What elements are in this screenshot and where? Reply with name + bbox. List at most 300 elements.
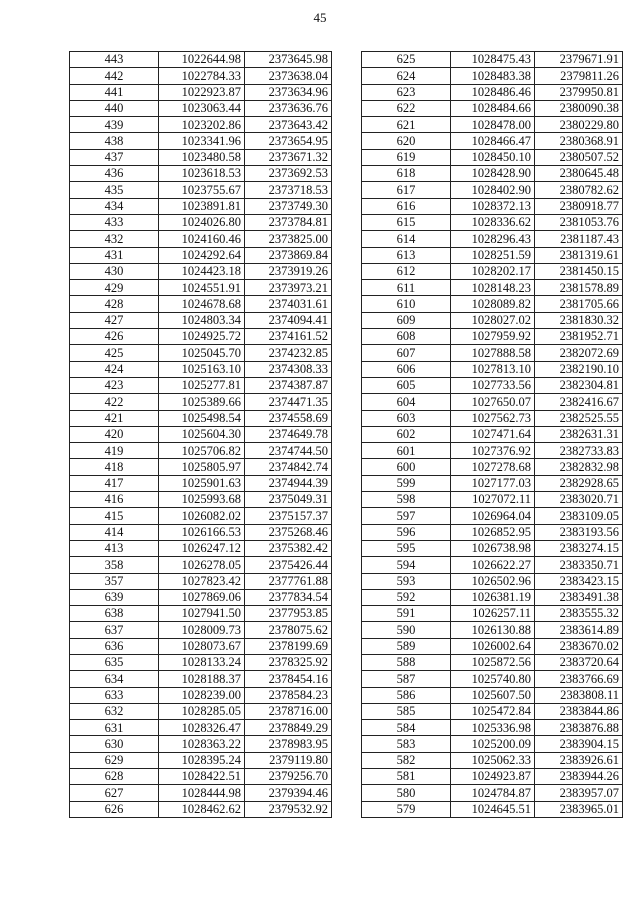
point-number-cell: 614 [362,231,451,247]
table-row [70,801,332,817]
point-number-cell: 424 [70,361,159,377]
x-coordinate-cell: 1028486.46 [451,84,535,100]
y-coordinate-cell: 2373825.00 [245,231,332,247]
table-row [70,752,332,768]
point-number-cell: 416 [70,492,159,508]
table-row [362,149,623,165]
y-coordinate-cell: 2375157.37 [245,508,332,524]
x-coordinate-cell: 1023063.44 [159,100,245,116]
y-coordinate-cell: 2383614.89 [535,622,623,638]
table-row [70,785,332,801]
point-number-cell: 630 [70,736,159,752]
x-coordinate-cell: 1027376.92 [451,443,535,459]
table-row [70,361,332,377]
point-number-cell: 622 [362,100,451,116]
point-number-cell: 597 [362,508,451,524]
point-number-cell: 624 [362,68,451,84]
y-coordinate-cell: 2379532.92 [245,801,332,817]
x-coordinate-cell: 1028475.43 [451,52,535,68]
table-row [70,182,332,198]
table-row [362,68,623,84]
y-coordinate-cell: 2381319.61 [535,247,623,263]
point-number-cell: 635 [70,654,159,670]
y-coordinate-cell: 2383274.15 [535,540,623,556]
x-coordinate-cell: 1027072.11 [451,492,535,508]
y-coordinate-cell: 2373869.84 [245,247,332,263]
point-number-cell: 634 [70,671,159,687]
y-coordinate-cell: 2373671.32 [245,149,332,165]
y-coordinate-cell: 2383020.71 [535,492,623,508]
x-coordinate-cell: 1027941.50 [159,606,245,622]
x-coordinate-cell: 1022923.87 [159,84,245,100]
x-coordinate-cell: 1028239.00 [159,687,245,703]
point-number-cell: 420 [70,426,159,442]
table-body-left [70,52,332,818]
x-coordinate-cell: 1028089.82 [451,296,535,312]
x-coordinate-cell: 1028296.43 [451,231,535,247]
table-row [362,589,623,605]
table-row [362,622,623,638]
table-row [70,524,332,540]
table-row [362,263,623,279]
point-number-cell: 632 [70,703,159,719]
x-coordinate-cell: 1025901.63 [159,475,245,491]
table-row [70,426,332,442]
x-coordinate-cell: 1027823.42 [159,573,245,589]
x-coordinate-cell: 1025389.66 [159,394,245,410]
table-row [70,475,332,491]
table-row [70,166,332,182]
x-coordinate-cell: 1028478.00 [451,117,535,133]
table-body-right [362,52,623,818]
x-coordinate-cell: 1024645.51 [451,801,535,817]
y-coordinate-cell: 2373636.76 [245,100,332,116]
y-coordinate-cell: 2373718.53 [245,182,332,198]
y-coordinate-cell: 2380090.38 [535,100,623,116]
point-number-cell: 633 [70,687,159,703]
x-coordinate-cell: 1024160.46 [159,231,245,247]
table-row [362,671,623,687]
point-number-cell: 591 [362,606,451,622]
x-coordinate-cell: 1028073.67 [159,638,245,654]
table-row [70,492,332,508]
y-coordinate-cell: 2383944.26 [535,769,623,785]
point-number-cell: 639 [70,589,159,605]
y-coordinate-cell: 2383670.02 [535,638,623,654]
table-row [362,394,623,410]
table-row [70,508,332,524]
point-number-cell: 600 [362,459,451,475]
x-coordinate-cell: 1025805.97 [159,459,245,475]
y-coordinate-cell: 2378325.92 [245,654,332,670]
point-number-cell: 623 [362,84,451,100]
table-row [70,769,332,785]
x-coordinate-cell: 1025872.56 [451,654,535,670]
table-row [70,263,332,279]
y-coordinate-cell: 2381952.71 [535,329,623,345]
point-number-cell: 432 [70,231,159,247]
x-coordinate-cell: 1025163.10 [159,361,245,377]
table-row [70,149,332,165]
x-coordinate-cell: 1026166.53 [159,524,245,540]
x-coordinate-cell: 1028466.47 [451,133,535,149]
x-coordinate-cell: 1028428.90 [451,166,535,182]
point-number-cell: 631 [70,720,159,736]
y-coordinate-cell: 2381053.76 [535,214,623,230]
table-row [70,573,332,589]
table-row [70,557,332,573]
y-coordinate-cell: 2379950.81 [535,84,623,100]
x-coordinate-cell: 1025062.33 [451,752,535,768]
table-row [362,231,623,247]
point-number-cell: 417 [70,475,159,491]
table-row [70,443,332,459]
table-row [362,654,623,670]
x-coordinate-cell: 1024026.80 [159,214,245,230]
point-number-cell: 439 [70,117,159,133]
table-row [70,638,332,654]
table-row [362,133,623,149]
y-coordinate-cell: 2383423.15 [535,573,623,589]
x-coordinate-cell: 1025740.80 [451,671,535,687]
x-coordinate-cell: 1023480.58 [159,149,245,165]
table-row [362,736,623,752]
table-row [70,459,332,475]
y-coordinate-cell: 2378075.62 [245,622,332,638]
y-coordinate-cell: 2382928.65 [535,475,623,491]
table-row [70,117,332,133]
point-number-cell: 434 [70,198,159,214]
y-coordinate-cell: 2380368.91 [535,133,623,149]
x-coordinate-cell: 1028251.59 [451,247,535,263]
x-coordinate-cell: 1026852.95 [451,524,535,540]
table-row [362,573,623,589]
y-coordinate-cell: 2373643.42 [245,117,332,133]
y-coordinate-cell: 2382304.81 [535,377,623,393]
table-row [70,410,332,426]
table-row [362,361,623,377]
table-row [70,84,332,100]
x-coordinate-cell: 1025607.50 [451,687,535,703]
table-row [362,166,623,182]
table-row [70,312,332,328]
table-row [70,214,332,230]
table-row [362,459,623,475]
point-number-cell: 442 [70,68,159,84]
point-number-cell: 358 [70,557,159,573]
point-number-cell: 579 [362,801,451,817]
point-number-cell: 433 [70,214,159,230]
y-coordinate-cell: 2374094.41 [245,312,332,328]
x-coordinate-cell: 1024423.18 [159,263,245,279]
table-row [362,524,623,540]
page-number: 45 [313,10,327,25]
point-number-cell: 419 [70,443,159,459]
point-number-cell: 585 [362,703,451,719]
table-row [362,557,623,573]
y-coordinate-cell: 2374471.35 [245,394,332,410]
y-coordinate-cell: 2383555.32 [535,606,623,622]
y-coordinate-cell: 2373638.04 [245,68,332,84]
y-coordinate-cell: 2383808.11 [535,687,623,703]
point-number-cell: 423 [70,377,159,393]
point-number-cell: 617 [362,182,451,198]
y-coordinate-cell: 2379119.80 [245,752,332,768]
point-number-cell: 426 [70,329,159,345]
y-coordinate-cell: 2380782.62 [535,182,623,198]
table-row [362,687,623,703]
x-coordinate-cell: 1028402.90 [451,182,535,198]
x-coordinate-cell: 1024292.64 [159,247,245,263]
table-row [70,133,332,149]
point-number-cell: 607 [362,345,451,361]
x-coordinate-cell: 1026247.12 [159,540,245,556]
y-coordinate-cell: 2377834.54 [245,589,332,605]
x-coordinate-cell: 1027562.73 [451,410,535,426]
point-number-cell: 435 [70,182,159,198]
point-number-cell: 608 [362,329,451,345]
x-coordinate-cell: 1025336.98 [451,720,535,736]
table-row [70,377,332,393]
x-coordinate-cell: 1028009.73 [159,622,245,638]
point-number-cell: 638 [70,606,159,622]
table-row [70,540,332,556]
point-number-cell: 629 [70,752,159,768]
point-number-cell: 415 [70,508,159,524]
y-coordinate-cell: 2383957.07 [535,785,623,801]
point-number-cell: 429 [70,280,159,296]
x-coordinate-cell: 1026964.04 [451,508,535,524]
table-row [362,329,623,345]
table-row [362,52,623,68]
x-coordinate-cell: 1025277.81 [159,377,245,393]
point-number-cell: 601 [362,443,451,459]
x-coordinate-cell: 1028027.02 [451,312,535,328]
y-coordinate-cell: 2374744.50 [245,443,332,459]
x-coordinate-cell: 1025472.84 [451,703,535,719]
x-coordinate-cell: 1026130.88 [451,622,535,638]
y-coordinate-cell: 2373654.95 [245,133,332,149]
x-coordinate-cell: 1022784.33 [159,68,245,84]
y-coordinate-cell: 2377761.88 [245,573,332,589]
x-coordinate-cell: 1028450.10 [451,149,535,165]
point-number-cell: 604 [362,394,451,410]
y-coordinate-cell: 2383350.71 [535,557,623,573]
y-coordinate-cell: 2381450.15 [535,263,623,279]
y-coordinate-cell: 2383844.86 [535,703,623,719]
point-number-cell: 418 [70,459,159,475]
table-row [70,280,332,296]
x-coordinate-cell: 1027813.10 [451,361,535,377]
y-coordinate-cell: 2374842.74 [245,459,332,475]
x-coordinate-cell: 1023618.53 [159,166,245,182]
point-number-cell: 588 [362,654,451,670]
y-coordinate-cell: 2382416.67 [535,394,623,410]
x-coordinate-cell: 1028188.37 [159,671,245,687]
table-row [362,100,623,116]
y-coordinate-cell: 2383491.38 [535,589,623,605]
point-number-cell: 414 [70,524,159,540]
x-coordinate-cell: 1028372.13 [451,198,535,214]
table-row [70,606,332,622]
point-number-cell: 428 [70,296,159,312]
y-coordinate-cell: 2382072.69 [535,345,623,361]
x-coordinate-cell: 1028444.98 [159,785,245,801]
table-row [70,703,332,719]
table-row [362,280,623,296]
point-number-cell: 606 [362,361,451,377]
point-number-cell: 580 [362,785,451,801]
point-number-cell: 583 [362,736,451,752]
table-row [362,214,623,230]
y-coordinate-cell: 2381187.43 [535,231,623,247]
point-number-cell: 621 [362,117,451,133]
point-number-cell: 618 [362,166,451,182]
x-coordinate-cell: 1027177.03 [451,475,535,491]
point-number-cell: 625 [362,52,451,68]
y-coordinate-cell: 2379671.91 [535,52,623,68]
y-coordinate-cell: 2378454.16 [245,671,332,687]
y-coordinate-cell: 2382525.55 [535,410,623,426]
x-coordinate-cell: 1024678.68 [159,296,245,312]
table-row [362,247,623,263]
y-coordinate-cell: 2383965.01 [535,801,623,817]
x-coordinate-cell: 1028422.51 [159,769,245,785]
y-coordinate-cell: 2373645.98 [245,52,332,68]
point-number-cell: 431 [70,247,159,263]
point-number-cell: 627 [70,785,159,801]
table-row [362,426,623,442]
table-row [362,377,623,393]
table-row [362,475,623,491]
x-coordinate-cell: 1027733.56 [451,377,535,393]
table-row [362,84,623,100]
y-coordinate-cell: 2375268.46 [245,524,332,540]
y-coordinate-cell: 2379811.26 [535,68,623,84]
point-number-cell: 586 [362,687,451,703]
point-number-cell: 427 [70,312,159,328]
x-coordinate-cell: 1025993.68 [159,492,245,508]
y-coordinate-cell: 2373634.96 [245,84,332,100]
y-coordinate-cell: 2375049.31 [245,492,332,508]
y-coordinate-cell: 2375382.42 [245,540,332,556]
y-coordinate-cell: 2373749.30 [245,198,332,214]
table-row [362,443,623,459]
y-coordinate-cell: 2383904.15 [535,736,623,752]
table-row [362,312,623,328]
point-number-cell: 636 [70,638,159,654]
point-number-cell: 603 [362,410,451,426]
x-coordinate-cell: 1027278.68 [451,459,535,475]
point-number-cell: 637 [70,622,159,638]
table-row [70,394,332,410]
y-coordinate-cell: 2374649.78 [245,426,332,442]
point-number-cell: 421 [70,410,159,426]
x-coordinate-cell: 1026278.05 [159,557,245,573]
point-number-cell: 438 [70,133,159,149]
point-number-cell: 357 [70,573,159,589]
x-coordinate-cell: 1027959.92 [451,329,535,345]
y-coordinate-cell: 2377953.85 [245,606,332,622]
x-coordinate-cell: 1022644.98 [159,52,245,68]
table-row [70,231,332,247]
x-coordinate-cell: 1026738.98 [451,540,535,556]
x-coordinate-cell: 1026082.02 [159,508,245,524]
y-coordinate-cell: 2379394.46 [245,785,332,801]
y-coordinate-cell: 2373784.81 [245,214,332,230]
x-coordinate-cell: 1023755.67 [159,182,245,198]
point-number-cell: 620 [362,133,451,149]
point-number-cell: 596 [362,524,451,540]
point-number-cell: 626 [70,801,159,817]
point-number-cell: 619 [362,149,451,165]
y-coordinate-cell: 2379256.70 [245,769,332,785]
y-coordinate-cell: 2383720.64 [535,654,623,670]
point-number-cell: 592 [362,589,451,605]
point-number-cell: 616 [362,198,451,214]
point-number-cell: 425 [70,345,159,361]
coordinates-table-left [69,51,332,818]
x-coordinate-cell: 1024803.34 [159,312,245,328]
table-row [70,720,332,736]
y-coordinate-cell: 2381830.32 [535,312,623,328]
point-number-cell: 581 [362,769,451,785]
x-coordinate-cell: 1023891.81 [159,198,245,214]
x-coordinate-cell: 1028462.62 [159,801,245,817]
x-coordinate-cell: 1027869.06 [159,589,245,605]
x-coordinate-cell: 1026502.96 [451,573,535,589]
point-number-cell: 610 [362,296,451,312]
point-number-cell: 430 [70,263,159,279]
y-coordinate-cell: 2381578.89 [535,280,623,296]
x-coordinate-cell: 1023341.96 [159,133,245,149]
point-number-cell: 413 [70,540,159,556]
table-row [70,296,332,312]
x-coordinate-cell: 1024923.87 [451,769,535,785]
y-coordinate-cell: 2382832.98 [535,459,623,475]
x-coordinate-cell: 1028202.17 [451,263,535,279]
x-coordinate-cell: 1028326.47 [159,720,245,736]
y-coordinate-cell: 2378983.95 [245,736,332,752]
point-number-cell: 594 [362,557,451,573]
table-row [70,52,332,68]
y-coordinate-cell: 2378584.23 [245,687,332,703]
y-coordinate-cell: 2383193.56 [535,524,623,540]
table-row [362,410,623,426]
x-coordinate-cell: 1028148.23 [451,280,535,296]
table-row [70,622,332,638]
table-row [70,247,332,263]
point-number-cell: 441 [70,84,159,100]
x-coordinate-cell: 1025604.30 [159,426,245,442]
x-coordinate-cell: 1028336.62 [451,214,535,230]
y-coordinate-cell: 2378849.29 [245,720,332,736]
table-row [362,117,623,133]
y-coordinate-cell: 2378199.69 [245,638,332,654]
table-row [362,801,623,817]
x-coordinate-cell: 1025498.54 [159,410,245,426]
x-coordinate-cell: 1026381.19 [451,589,535,605]
y-coordinate-cell: 2380507.52 [535,149,623,165]
table-row [362,345,623,361]
table-row [362,703,623,719]
table-row [70,687,332,703]
point-number-cell: 593 [362,573,451,589]
x-coordinate-cell: 1028133.24 [159,654,245,670]
table-row [362,752,623,768]
point-number-cell: 443 [70,52,159,68]
y-coordinate-cell: 2373919.26 [245,263,332,279]
